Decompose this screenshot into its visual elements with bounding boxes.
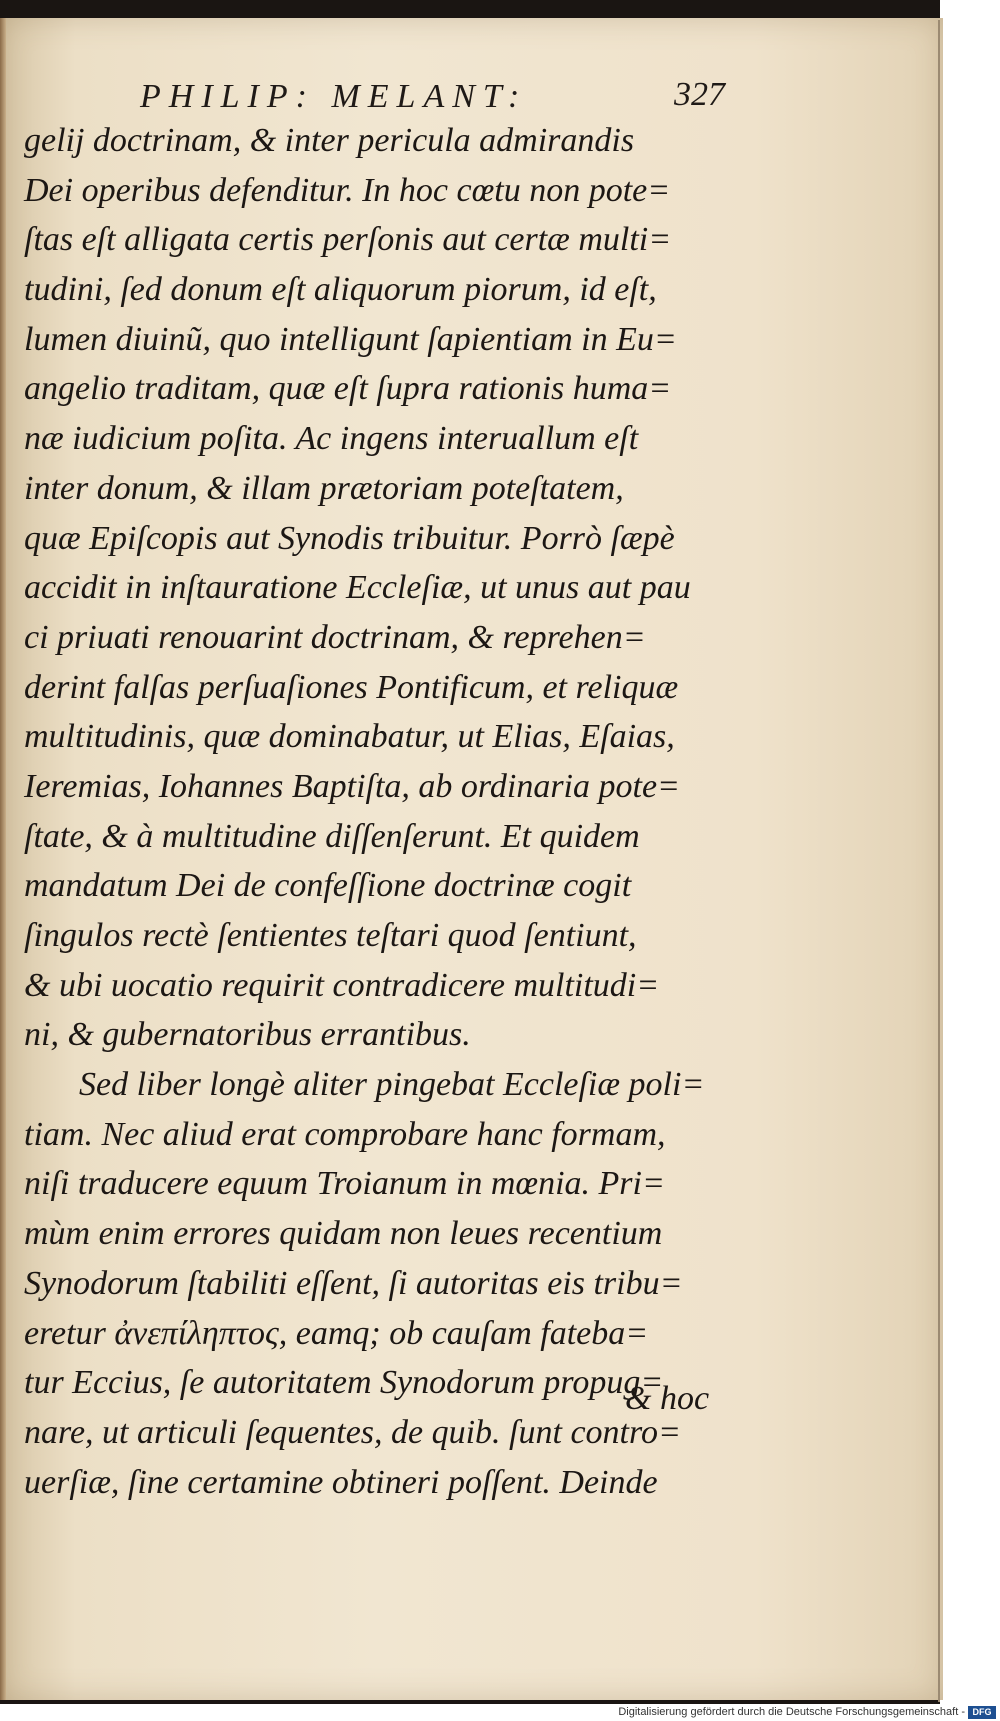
text-line: accidit in inſtauratione Eccleſiæ, ut unus aut pau: [24, 569, 691, 607]
text-line: tudini, ſed donum eſt aliquorum piorum, id eſt,: [24, 271, 657, 309]
text-line: ſtas eſt alligata certis perſonis aut certæ multi=: [24, 221, 672, 259]
text-line: & ubi uocatio requirit contradicere multitudi=: [24, 966, 660, 1004]
text-line: mùm enim errores quidam non leues recentium: [24, 1215, 663, 1253]
text-line: eretur ἀνεπίληπτος, eamq; ob cauſam fateba=: [24, 1314, 649, 1352]
text-line: Dei operibus defenditur. In hoc cœtu non pote=: [24, 171, 671, 209]
text-line: ſingulos rectè ſentientes teſtari quod ſentiunt,: [24, 917, 637, 954]
footer-bar: [0, 1704, 1000, 1721]
text-line: mandatum Dei de confeſſione doctrinæ cogit: [24, 867, 632, 905]
text-line: tur Eccius, ſe autoritatem Synodorum propug=: [24, 1364, 664, 1402]
text-line: multitudinis, quæ dominabatur, ut Elias, Eſaias,: [24, 718, 675, 756]
text-line-paragraph-start: Sed liber longè aliter pingebat Eccleſiæ poli=: [79, 1066, 705, 1104]
text-line: ni, & gubernatoribus errantibus.: [24, 1016, 471, 1054]
page-right-edge: [938, 20, 940, 1702]
text-line: gelij doctrinam, & inter pericula admirandis: [24, 122, 635, 159]
text-line: tiam. Nec aliud erat comprobare hanc formam,: [24, 1115, 666, 1153]
text-line: ſtate, & à multitudine diſſenſerunt. Et quidem: [24, 817, 640, 855]
text-line: nare, ut articuli ſequentes, de quib. ſunt contro=: [24, 1413, 681, 1451]
text-line: quæ Epiſcopis aut Synodis tribuitur. Porrò ſæpè: [24, 519, 675, 557]
text-line: inter donum, & illam prætoriam poteſtatem,: [24, 469, 624, 507]
text-line: niſi traducere equum Troianum in mœnia. Pri=: [24, 1165, 665, 1203]
text-line: lumen diuinũ, quo intelligunt ſapientiam in Eu=: [24, 320, 677, 358]
body-text: [24, 116, 744, 1507]
text-line: Ieremias, Iohannes Baptiſta, ab ordinaria pote=: [24, 767, 680, 805]
text-line: angelio traditam, quæ eſt ſupra rationis huma=: [24, 370, 672, 408]
page-number: 327: [674, 76, 725, 113]
page-binding-edge: [0, 18, 6, 1700]
text-line: uerſiæ, ſine certamine obtineri poſſent. Deinde: [24, 1463, 658, 1501]
text-line: derint falſas perſuaſiones Pontificum, et reliquæ: [24, 668, 679, 706]
text-line: ci priuati renouarint doctrinam, & reprehen=: [24, 618, 646, 656]
text-line: næ iudicium poſita. Ac ingens interuallum eſt: [24, 420, 639, 458]
funding-credit: Digitalisierung gefördert durch die Deutsche Forschungsgemeinschaft -: [618, 1706, 965, 1718]
running-head: PHILIP: MELANT:: [140, 78, 528, 115]
dfg-logo: DFG: [968, 1706, 996, 1719]
catchword: & hoc: [625, 1380, 710, 1417]
text-line: Synodorum ſtabiliti eſſent, ſi autoritas eis tribu=: [24, 1264, 683, 1302]
